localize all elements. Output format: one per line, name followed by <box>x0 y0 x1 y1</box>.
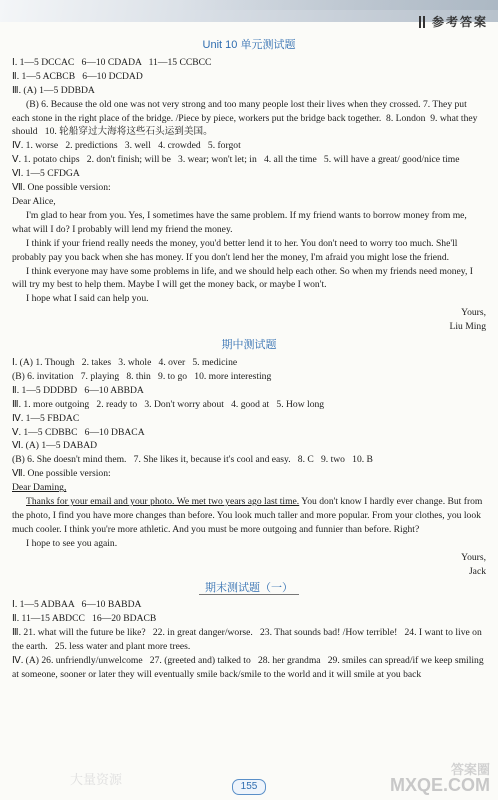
answer-content <box>12 38 486 682</box>
letter-paragraph: I hope to see you again. <box>26 537 118 549</box>
unit10-line: Ⅴ. 1. potato chips 2. don't finish; will be 3. wear; won't let; in 4. all the time 5. will have a great/ good/nice time <box>12 154 460 166</box>
unit10-line: Ⅰ. 1—5 DCCAC 6—10 CDADA 11—15 CCBCC <box>12 56 212 68</box>
midterm-title: 期中测试题 <box>221 339 277 352</box>
letter-text: You don't know I hardly ever change. But from the photo, I find you have more changes than before. You look much taller and more popular. From your clothes, you look much cooler. I think you're more athletic. And you must be more outgoing and funnier than before. Right? <box>12 496 485 535</box>
page-number: 155 <box>232 779 266 795</box>
letter-paragraph <box>12 495 486 537</box>
midterm-line: Ⅴ. 1—5 CDBBC 6—10 DBACA <box>12 426 145 438</box>
watermark-url: MXQE.COM <box>389 774 490 795</box>
midterm-line: Ⅶ. One possible version: <box>12 468 111 480</box>
unit10-line: Ⅳ. 1. worse 2. predictions 3. well 4. crowded 5. forgot <box>12 140 241 152</box>
answer-key-tag <box>419 14 488 31</box>
bar-icon <box>423 16 425 28</box>
underlined-sentence: Thanks for your email and your photo. We met two years ago last time. <box>26 496 300 508</box>
unit10-line: Ⅱ. 1—5 ACBCB 6—10 DCDAD <box>12 70 143 82</box>
final-title <box>12 581 486 597</box>
watermark-faint: 大量资源 <box>70 772 123 788</box>
letter-greeting: Dear Daming, <box>12 482 67 494</box>
letter-paragraph: I think if your friend really needs the money, you'd better lend it to her. You don't need to worry too much. She'll probably pay you back when she has money. If you don't lend her the money, I'm afraid you might lose the friend. <box>12 237 460 263</box>
letter-paragraph: I think everyone may have some problems in life, and we should help each other. So when my friends need money, I will try my best to help them. Maybe I will get the money back, or maybe I won't. <box>12 265 476 291</box>
unit10-line: Ⅵ. 1—5 CFDGA <box>12 168 80 180</box>
midterm-line: Ⅲ. 1. more outgoing 2. ready to 3. Don't worry about 4. good at 5. How long <box>12 398 325 410</box>
unit10-line: Ⅲ. (A) 1—5 DDBDA <box>12 84 95 96</box>
midterm-line: Ⅱ. 1—5 DDDBD 6—10 ABBDA <box>12 384 144 396</box>
unit10-line: (B) 6. Because the old one was not very strong and too many people lost their lives when they crossed. 7. They put each stone in the right place of the bridge. /Piece by piece, workers put the bridge back together. 8. London 9. what they should 10. 轮船穿过大海将这些石头运到美国。 <box>12 98 480 138</box>
final-line: Ⅲ. 21. what will the future be like? 22. in great danger/worse. 23. That sounds bad! /How terrible! 24. I want to live on the earth. 25. less water and plant more trees. <box>12 627 485 653</box>
watermark-brand: 答案圈 <box>450 762 490 778</box>
answer-key-label: 参考答案 <box>431 15 488 29</box>
unit10-title: Unit 10 单元测试题 <box>202 39 296 51</box>
midterm-line: Ⅳ. 1—5 FBDAC <box>12 412 80 424</box>
letter-signature: Liu Ming <box>449 321 486 333</box>
letter-signature: Jack <box>468 565 486 577</box>
unit10-line: Ⅶ. One possible version: <box>12 182 111 194</box>
final-line: Ⅰ. 1—5 ADBAA 6—10 BABDA <box>12 599 142 611</box>
letter-paragraph: I'm glad to hear from you. Yes, I sometimes have the same problem. If my friend wants to borrow money from me, what will I do? I probably will lend my friend the money. <box>12 209 470 235</box>
header-band-accent <box>180 0 498 10</box>
midterm-line: Ⅰ. (A) 1. Though 2. takes 3. whole 4. over 5. medicine <box>12 357 238 368</box>
letter-greeting: Dear Alice, <box>12 196 56 207</box>
midterm-line: Ⅵ. (A) 1—5 DABAD <box>12 440 98 452</box>
midterm-line: (B) 6. invitation 7. playing 8. thin 9. to go 10. more interesting <box>12 370 272 382</box>
letter-closing: Yours, <box>461 551 486 563</box>
letter-closing: Yours, <box>461 307 486 319</box>
letter-paragraph: I hope what I said can help you. <box>26 293 149 305</box>
midterm-line: (B) 6. She doesn't mind them. 7. She likes it, because it's cool and easy. 8. C 9. two 10. B <box>12 454 373 466</box>
final-line: Ⅱ. 11—15 ABDCC 16—20 BDACB <box>12 613 157 625</box>
bar-icon <box>419 16 421 28</box>
final-line: Ⅳ. (A) 26. unfriendly/unwelcome 27. (greeted and) talked to 28. her grandma 29. smiles can spread/if we keep smiling at someone, sooner or later they will eventually smile back/smile to the world and it will smile at you back <box>12 655 487 680</box>
final-title-text: 期末测试题（一） <box>199 582 299 595</box>
